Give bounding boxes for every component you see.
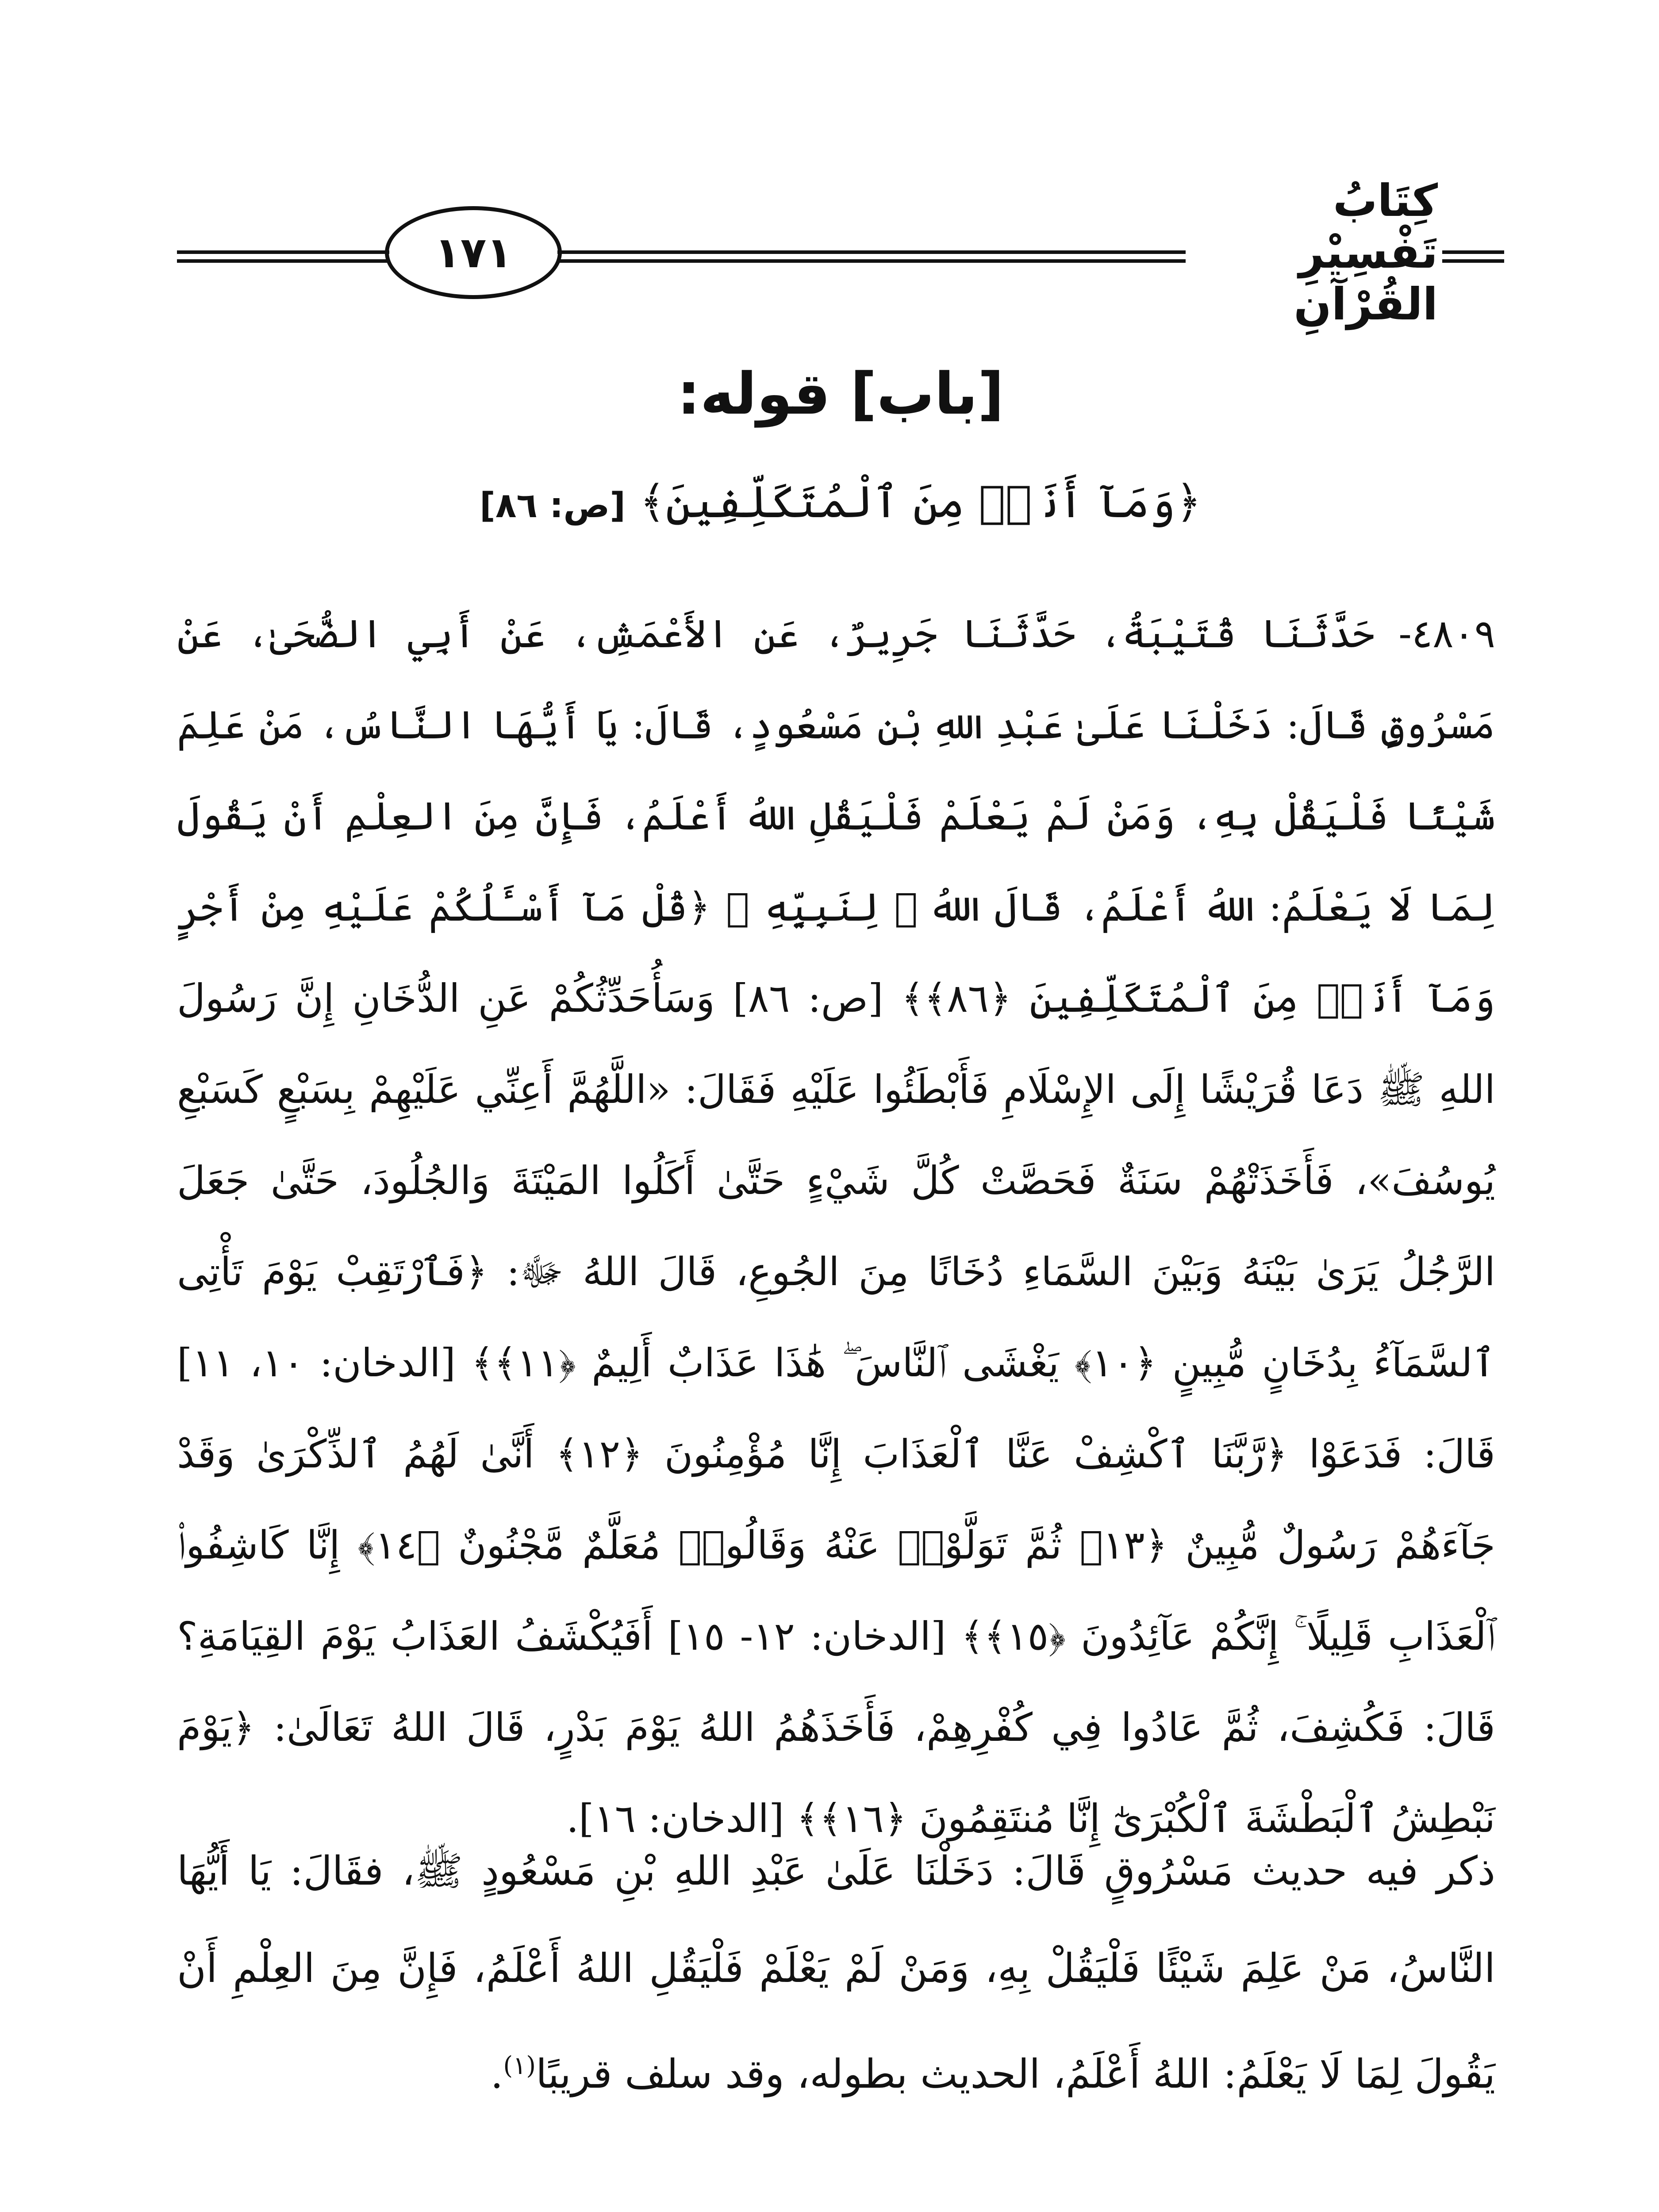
hadith-paragraph: ٤٨٠٩- حَدَّثَنَا قُتَيْبَةُ، حَدَّثَنَا جَرِيرٌ، عَنِ الأَعْمَشِ، عَنْ أَبِي الضُّحَىٰ، عَنْ مَسْرُوقٍ قَالَ: دَخَلْنَا عَلَىٰ عَبْدِ اللهِ بْنِ مَسْعُودٍ، قَالَ: يَا أَيُّهَا النَّاسُ، مَنْ عَلِمَ شَيْئًا فَلْيَقُلْ بِهِ، وَمَنْ لَمْ يَعْلَمْ فَلْيَقُلِ اللهُ أَعْلَمُ، فَإِنَّ مِنَ العِلْمِ أَنْ يَقُولَ لِمَا لَا يَعْلَمُ: اللهُ أَعْلَمُ، قَالَ اللهُ ﷻ لِنَبِيِّهِ ﷺ ﴿قُلْ مَآ أَسْـَٔلُكُمْ عَلَيْهِ مِنْ أَجْرٍ وَمَآ أَنَا۠ مِنَ ٱلْمُتَكَلِّفِينَ ﴿٨٦﴾﴾ [ص: ٨٦] وَسَأُحَدِّثُكُمْ عَنِ الدُّخَانِ إِنَّ رَسُولَ اللهِ ﷺ دَعَا قُرَيْشًا إِلَى الإِسْلَامِ فَأَبْطَئُوا عَلَيْهِ فَقَالَ: «اللَّهُمَّ أَعِنِّي عَلَيْهِمْ بِسَبْعٍ كَسَبْعِ يُوسُفَ»، فَأَخَذَتْهُمْ سَنَةٌ فَحَصَّتْ كُلَّ شَيْءٍ حَتَّىٰ أَكَلُوا المَيْتَةَ وَالجُلُودَ، حَتَّىٰ جَعَلَ الرَّجُلُ يَرَىٰ بَيْنَهُ وَبَيْنَ السَّمَاءِ دُخَانًا مِنَ الجُوعِ، قَالَ اللهُ ﷻ: ﴿فَٱرْتَقِبْ يَوْمَ تَأْتِى ٱلسَّمَآءُ بِدُخَانٍ مُّبِينٍ ﴿١٠﴾ يَغْشَى ٱلنَّاسَ ۖ هَٰذَا عَذَابٌ أَلِيمٌ ﴿١١﴾﴾ [الدخان: ١٠، ١١] قَالَ: فَدَعَوْا ﴿رَّبَّنَا ٱكْشِفْ عَنَّا ٱلْعَذَابَ إِنَّا مُؤْمِنُونَ ﴿١٢﴾ أَنَّىٰ لَهُمُ ٱلذِّكْرَىٰ وَقَدْ جَآءَهُمْ رَسُولٌ مُّبِينٌ ﴿١٣﴾ ثُمَّ تَوَلَّوْا۟ عَنْهُ وَقَالُوا۟ مُعَلَّمٌ مَّجْنُونٌ ﴿١٤﴾ إِنَّا كَاشِفُوا۟ ٱلْعَذَابِ قَلِيلًا ۚ إِنَّكُمْ عَآئِدُونَ ﴿١٥﴾﴾ [الدخان: ١٢- ١٥] أَفَيُكْشَفُ العَذَابُ يَوْمَ القِيَامَةِ؟ قَالَ: فَكُشِفَ، ثُمَّ عَادُوا فِي كُفْرِهِمْ، فَأَخَذَهُمُ اللهُ يَوْمَ بَدْرٍ، قَالَ اللهُ تَعَالَىٰ: ﴿يَوْمَ نَبْطِشُ ٱلْبَطْشَةَ ٱلْكُبْرَىٰٓ إِنَّا مُنتَقِمُونَ ﴿١٦﴾﴾ [الدخان: ١٦]. (177, 611, 1496, 1841)
header-rule-right (1442, 250, 1504, 263)
chapter-verse-ref: [ص: ٨٦] (480, 486, 626, 526)
commentary-paragraph (177, 1823, 1495, 2123)
page-header (177, 174, 1504, 330)
commentary-period: . (490, 2051, 503, 2097)
page-number: ١٧١ (434, 228, 512, 277)
header-rule-middle (557, 250, 1186, 263)
footnote-ref[interactable]: (١) (503, 2051, 536, 2080)
running-title: كِتَابُ تَفْسِيْرِ القُرْآنِ (1294, 174, 1438, 330)
page-number-frame (385, 206, 562, 299)
chapter-verse: ﴿وَمَآ أَنَا۠ مِنَ ٱلْمُتَكَلِّفِينَ﴾ (639, 476, 1202, 528)
commentary-text: ذكر فيه حديث مَسْرُوقٍ قَالَ: دَخَلْنَا عَلَىٰ عَبْدِ اللهِ بْنِ مَسْعُودٍ ﷺ، فقَالَ: يَا أَيُّهَا النَّاسُ، مَنْ عَلِمَ شَيْئًا فَلْيَقُلْ بِهِ، وَمَنْ لَمْ يَعْلَمْ فَلْيَقُلِ اللهُ أَعْلَمُ، فَإِنَّ مِنَ العِلْمِ أَنْ يَقُولَ لِمَا لَا يَعْلَمُ: اللهُ أَعْلَمُ، الحديث بطوله، وقد سلف قريبًا (177, 1848, 1495, 2097)
chapter-verse-line (177, 465, 1504, 543)
chapter-title: [باب] قوله: (677, 360, 1004, 427)
header-rule-left (177, 250, 389, 263)
